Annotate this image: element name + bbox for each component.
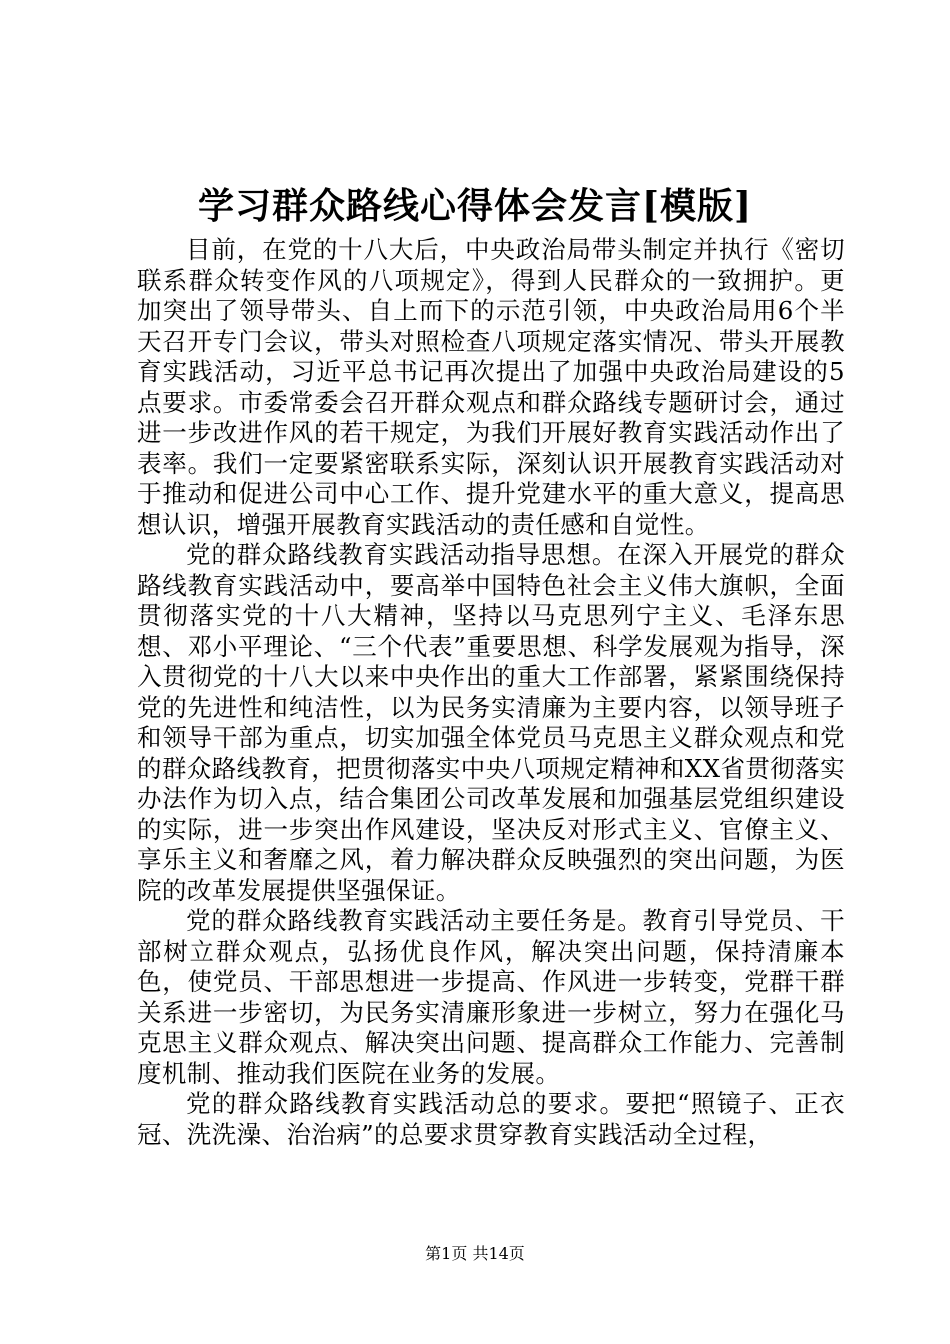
paragraph-main-tasks: 党的群众路线教育实践活动主要任务是。教育引导党员、干部树立群众观点，弘扬优良作风，解决突出问题，保持清廉本色，使党员、干部思想进一步提高、作风进一步转变，党群干群关系进一步密切，为民务实清廉形象进一步树立，努力在强化马克思主义群众观点、解决突出问题、提高群众工作能力、完善制度机制、推动我们医院在业务的发展。 bbox=[137, 906, 845, 1088]
paragraph-general-requirements: 党的群众路线教育实践活动总的要求。要把“照镜子、正衣冠、洗洗澡、治治病”的总要求贯穿教育实践活动全过程， bbox=[137, 1089, 845, 1149]
document-title: 学习群众路线心得体会发言[模版] bbox=[197, 185, 753, 227]
paragraph-intro: 目前，在党的十八大后，中央政治局带头制定并执行《密切联系群众转变作风的八项规定》，得到人民群众的一致拥护。更加突出了领导带头、自上而下的示范引领，中央政治局用6个半天召开专门会议，带头对照检查八项规定落实情况、带头开展教育实践活动，习近平总书记再次提出了加强中央政治局建设的5点要求。市委常委会召开群众观点和群众路线专题研讨会，通过进一步改进作风的若干规定，为我们开展好教育实践活动作出了表率。我们一定要紧密联系实际，深刻认识开展教育实践活动对于推动和促进公司中心工作、提升党建水平的重大意义，提高思想认识，增强开展教育实践活动的责任感和自觉性。 bbox=[137, 235, 845, 539]
paragraph-guiding-ideology: 党的群众路线教育实践活动指导思想。在深入开展党的群众路线教育实践活动中，要高举中国特色社会主义伟大旗帜，全面贯彻落实党的十八大精神，坚持以马克思列宁主义、毛泽东思想、邓小平理论、“三个代表”重要思想、科学发展观为指导，深入贯彻党的十八大以来中央作出的重大工作部署，紧紧围绕保持党的先进性和纯洁性，以为民务实清廉为主要内容，以领导班子和领导干部为重点，切实加强全体党员马克思主义群众观点和党的群众路线教育，把贯彻落实中央八项规定精神和XX省贯彻落实办法作为切入点，结合集团公司改革发展和加强基层党组织建设的实际，进一步突出作风建设，坚决反对形式主义、官僚主义、享乐主义和奢靡之风，着力解决群众反映强烈的突出问题，为医院的改革发展提供坚强保证。 bbox=[137, 540, 845, 905]
document-body bbox=[137, 235, 845, 1150]
page-number-footer: 第1页 共14页 bbox=[425, 1244, 525, 1263]
